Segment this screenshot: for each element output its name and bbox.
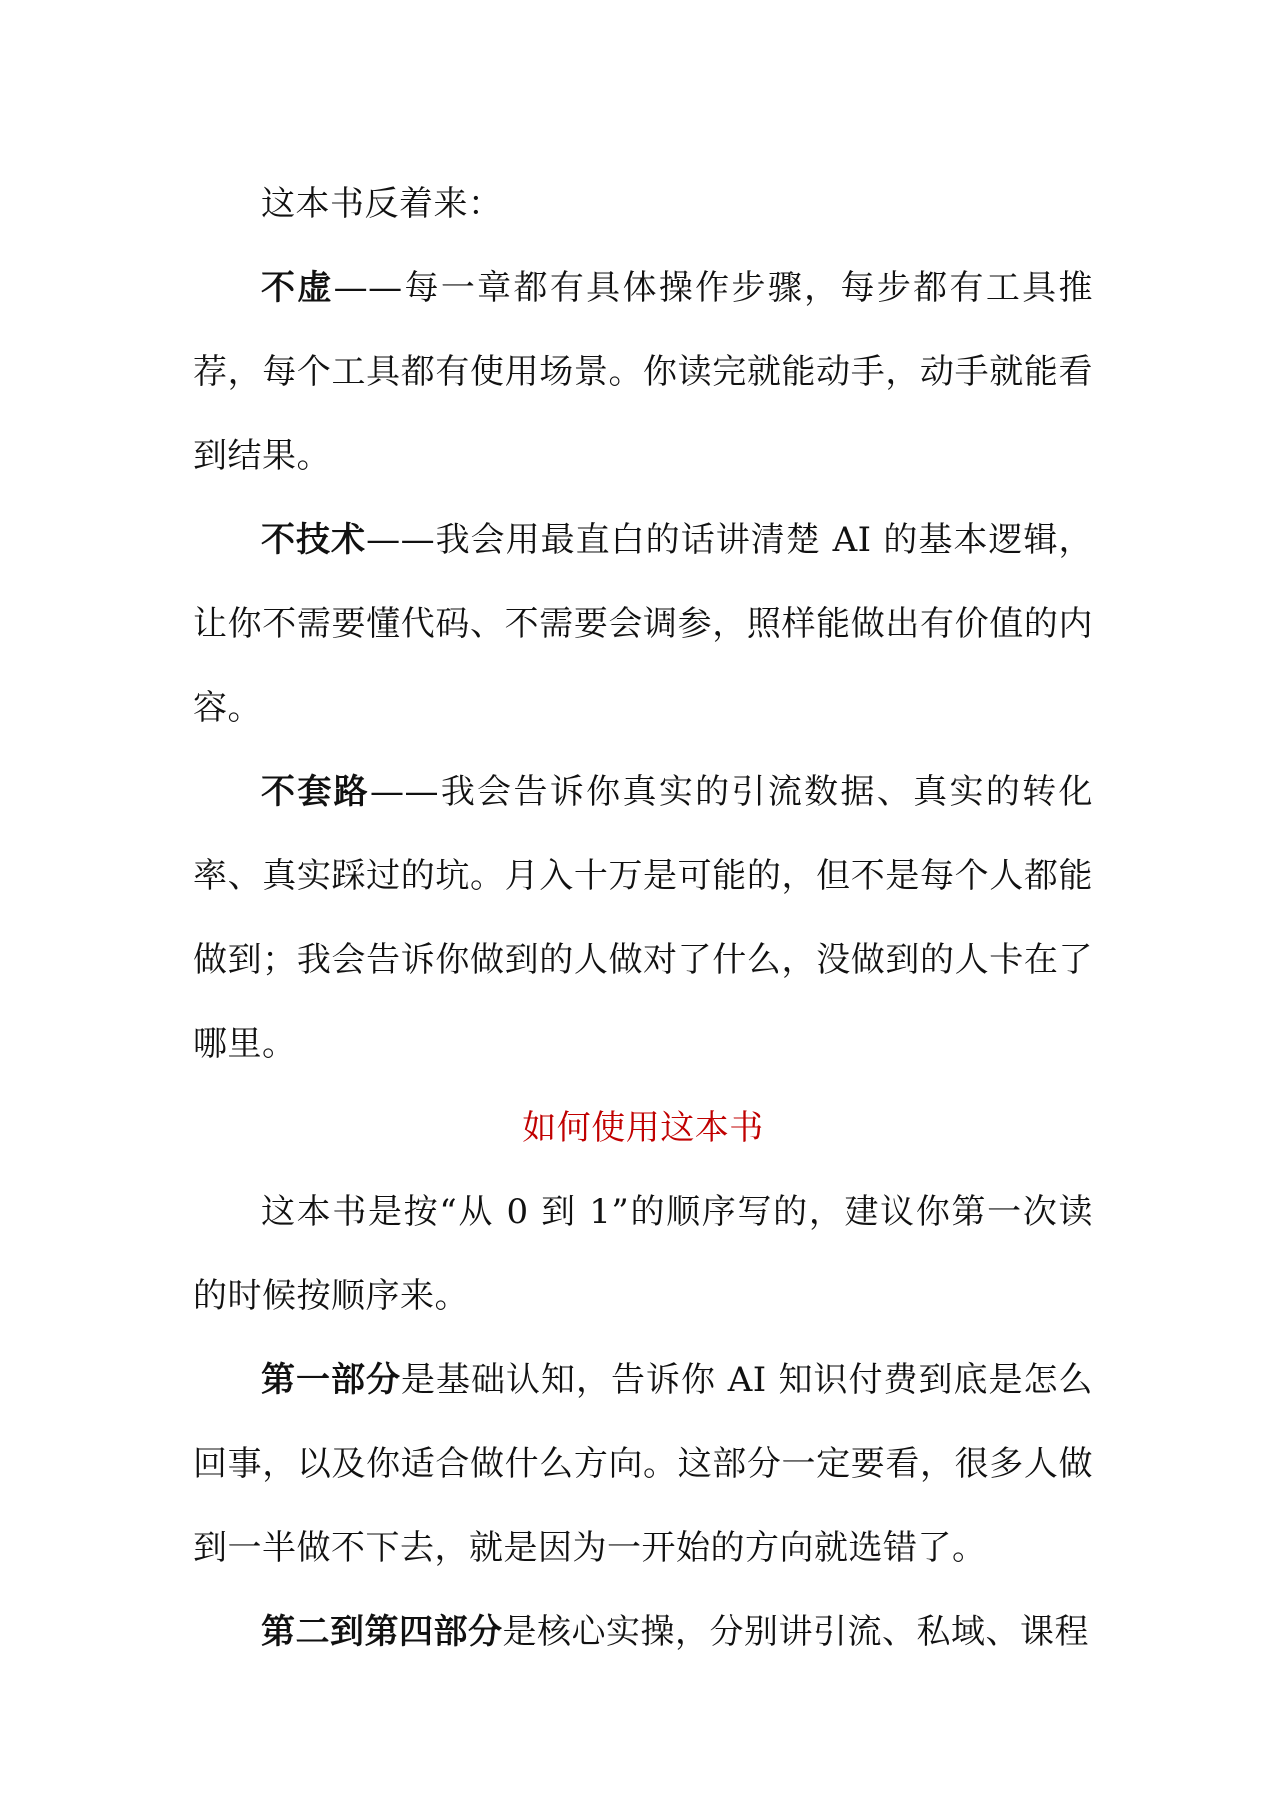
usage-intro-text: 这本书是按“从 0 到 1”的顺序写的，建议你第一次读的时候按顺序来。 bbox=[193, 1192, 1093, 1316]
point-text: ——每一章都有具体操作步骤，每步都有工具推荐，每个工具都有使用场景。你读完就能动手，动手就能看到结果。 bbox=[193, 268, 1094, 476]
point-text: ——我会用最直白的话讲清楚 AI 的基本逻辑，让你不需要懂代码、不需要会调参，照样能做出有价值的内容。 bbox=[193, 520, 1093, 728]
intro-text: 这本书反着来： bbox=[261, 184, 503, 224]
part-label: 第一部分 bbox=[261, 1360, 401, 1400]
point-text: ——我会告诉你真实的引流数据、真实的转化率、真实踩过的坑。月入十万是可能的，但不是每个人都能做到；我会告诉你做到的人做对了什么，没做到的人卡在了哪里。 bbox=[193, 772, 1093, 1064]
intro-paragraph bbox=[193, 162, 1093, 246]
point-label: 不技术 bbox=[261, 520, 367, 560]
point-label: 不虚 bbox=[261, 268, 334, 308]
point-label: 不套路 bbox=[261, 772, 370, 812]
usage-intro-paragraph bbox=[193, 1170, 1093, 1338]
part-paragraph-1 bbox=[193, 1338, 1093, 1590]
part-label: 第二到第四部分 bbox=[261, 1612, 503, 1652]
point-paragraph-2 bbox=[193, 498, 1093, 750]
part-text: 是基础认知，告诉你 AI 知识付费到底是怎么回事，以及你适合做什么方向。这部分一定要看，很多人做到一半做不下去，就是因为一开始的方向就选错了。 bbox=[193, 1360, 1093, 1568]
point-paragraph-3 bbox=[193, 750, 1093, 1086]
section-heading: 如何使用这本书 bbox=[522, 1108, 764, 1148]
point-paragraph-1 bbox=[193, 246, 1093, 498]
part-text: 是核心实操，分别讲引流、私域、课程 bbox=[502, 1612, 1089, 1652]
part-paragraph-2 bbox=[193, 1590, 1093, 1674]
document-body bbox=[193, 162, 1093, 1674]
